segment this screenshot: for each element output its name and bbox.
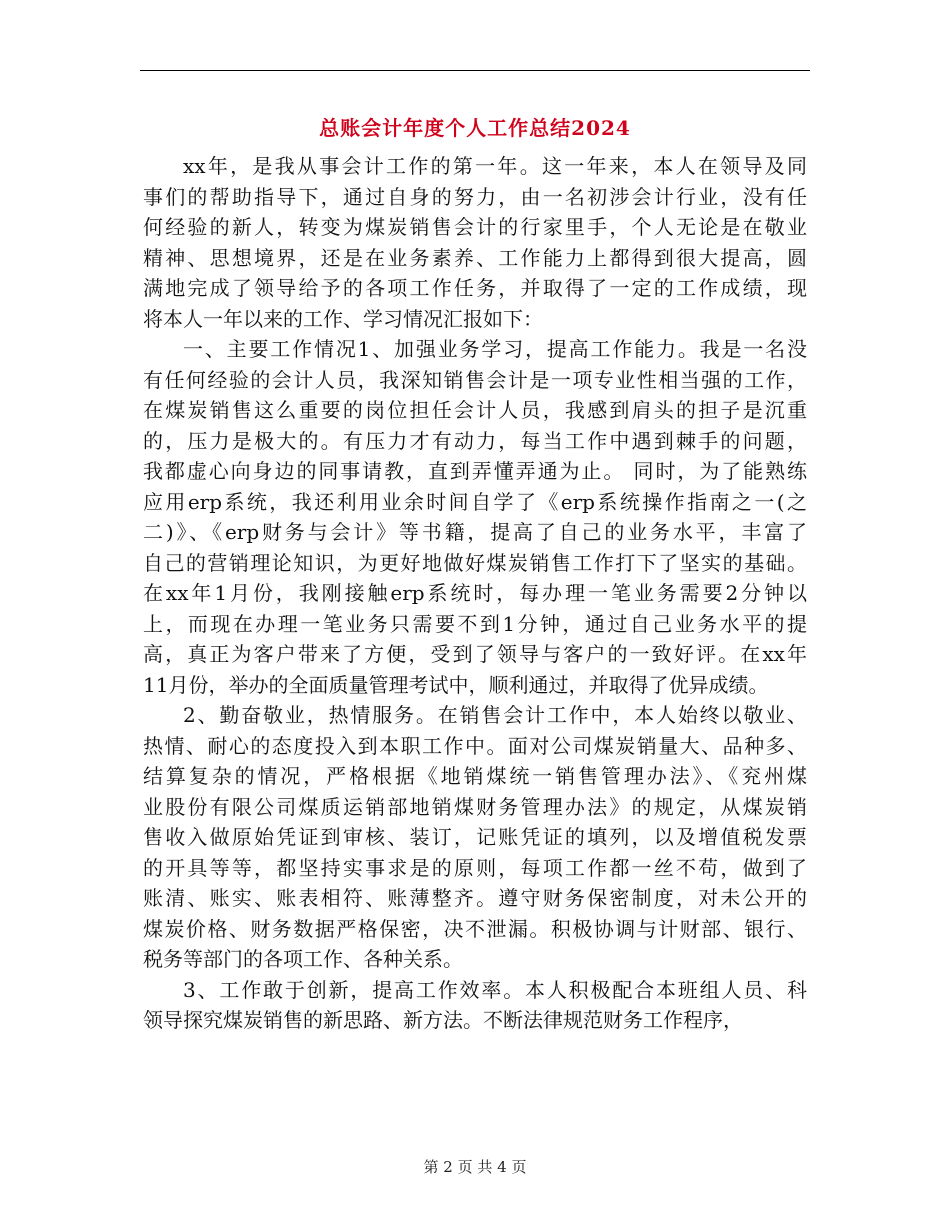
body-text-line: 上，而现在办理一笔业务只需要不到1分钟，通过自己业务水平的提 [143,611,807,636]
body-text-line: 应用erp系统，我还利用业余时间自学了《erp系统操作指南之一(之 [143,489,807,514]
body-text-line: 一、主要工作情况1、加强业务学习，提高工作能力。我是一名没 [183,337,807,361]
header-rule [140,70,810,71]
body-text-line: 精神、思想境界，还是在业务素养、工作能力上都得到很大提高，圆 [143,245,807,270]
body-text-line: 我都虚心向身边的同事请教，直到弄懂弄通为止。 同时，为了能熟练 [143,459,807,483]
document-body [143,151,807,1036]
page-number: 第 2 页 共 4 页 [423,1158,527,1176]
body-text-line: 热情、耐心的态度投入到本职工作中。面对公司煤炭销量大、品种多、 [143,733,807,758]
body-text-line: 2、勤奋敬业，热情服务。在销售会计工作中，本人始终以敬业、 [183,703,807,727]
body-text-line: 满地完成了领导给予的各项工作任务，并取得了一定的工作成绩，现 [143,276,807,300]
body-text-line: 11月份，举办的全面质量管理考试中，顺利通过，并取得了优异成绩。 [143,672,769,697]
body-text-line: 的开具等等，都坚持实事求是的原则，每项工作都一丝不苟，做到了 [143,855,807,880]
body-text-line: 税务等部门的各项工作、各种关系。 [143,947,463,971]
body-text-line: 在煤炭销售这么重要的岗位担任会计人员，我感到肩头的担子是沉重 [143,398,807,422]
body-text-line: 3、工作敢于创新，提高工作效率。本人积极配合本班组人员、科 [183,977,807,1002]
body-text-line: 售收入做原始凭证到审核、装订，记账凭证的填列，以及增值税发票 [143,825,807,849]
body-text-line: 煤炭价格、财务数据严格保密，决不泄漏。积极协调与计财部、银行、 [143,916,807,941]
body-text-line: 结算复杂的情况，严格根据《地销煤统一销售管理办法》、《兖州煤 [143,764,807,788]
body-text-line: xx年，是我从事会计工作的第一年。这一年来，本人在领导及同 [183,154,807,178]
body-text-line: 业股份有限公司煤质运销部地销煤财务管理办法》的规定，从煤炭销 [143,794,807,819]
body-text-line: 高，真正为客户带来了方便，受到了领导与客户的一致好评。在xx年 [143,642,807,666]
body-text-line: 领导探究煤炭销售的新思路、新方法。不断法律规范财务工作程序， [143,1008,743,1032]
body-text-line: 自己的营销理论知识，为更好地做好煤炭销售工作打下了坚实的基础。 [143,550,807,575]
body-text-line: 事们的帮助指导下，通过自身的努力，由一名初涉会计行业，没有任 [143,184,807,209]
body-text-line: 将本人一年以来的工作、学习情况汇报如下： [143,306,543,331]
body-text-line: 二)》、《erp财务与会计》等书籍，提高了自己的业务水平，丰富了 [143,520,807,544]
body-text-line: 何经验的新人，转变为煤炭销售会计的行家里手，个人无论是在敬业 [143,215,807,239]
body-text-line: 在xx年1月份，我刚接触erp系统时，每办理一笔业务需要2分钟以 [143,581,807,605]
body-text-line: 有任何经验的会计人员，我深知销售会计是一项专业性相当强的工作， [143,367,807,392]
body-text-line: 账清、账实、账表相符、账薄整齐。遵守财务保密制度，对未公开的 [143,886,807,910]
body-text-line: 的，压力是极大的。有压力才有动力，每当工作中遇到棘手的问题， [143,428,807,453]
document-title: 总账会计年度个人工作总结2024 [319,116,631,140]
